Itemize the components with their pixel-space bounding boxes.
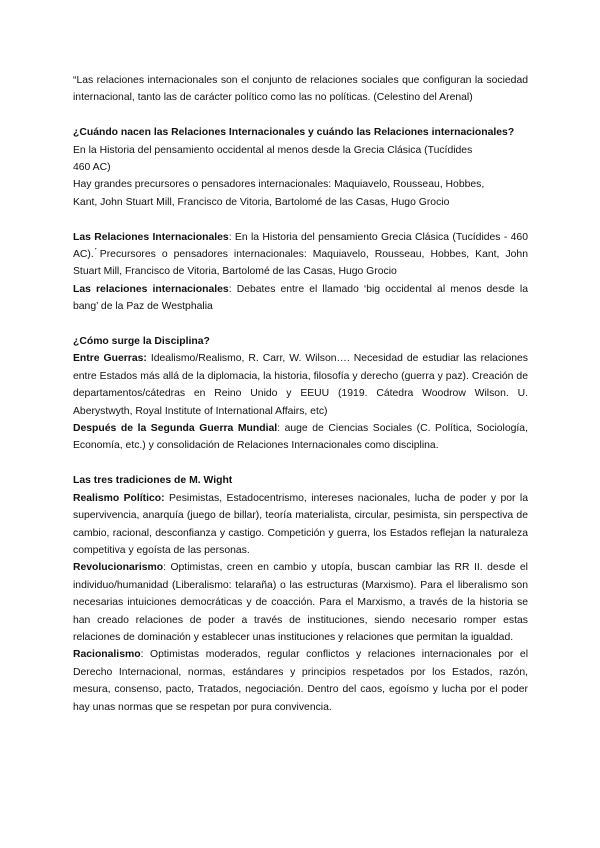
q1-line: 460 AC) bbox=[73, 162, 111, 174]
ri-label-1: Las Relaciones Internacionales bbox=[73, 231, 229, 243]
racionalismo-label: Racionalismo bbox=[73, 649, 141, 661]
opening-quote: “Las relaciones internacionales son el conjunto de relaciones sociales que configuran la sociedad internacional, tanto las de carácter político como las no políticas. (Celestino del Arenal) bbox=[73, 75, 528, 104]
q1-line: Kant, John Stuart Mill, Francisco de Vitoria, Bartolomé de las Casas, Hugo Grocio bbox=[73, 196, 450, 208]
spacer bbox=[73, 455, 528, 472]
realismo-text: Pesimistas, Estadocentrismo, intereses nacionales, lucha de poder y por la supervivencia, anarquía (juego de billar), teoría materialista, circular, pesimista, sin perspectiva de cambio, racional, desconfianza y castigo. Competición y guerra, los Estados reflejan la naturaleza competitiva y egoísta de las personas. bbox=[73, 492, 528, 556]
ri-paragraph-2 bbox=[73, 281, 528, 316]
entre-guerras-paragraph bbox=[73, 350, 528, 420]
posguerra-label: Después de la Segunda Guerra Mundial bbox=[73, 423, 278, 435]
disciplina-heading: ¿Cómo surge la Disciplina? bbox=[73, 336, 210, 348]
posguerra-paragraph bbox=[73, 420, 528, 455]
entre-guerras-label: Entre Guerras: bbox=[73, 353, 147, 365]
spacer bbox=[73, 316, 528, 333]
revolucionarismo-text: : Optimistas, creen en cambio y utopía, buscan cambiar las RR II. desde el individuo/humanidad (Liberalismo: telaraña) o las estructuras (Marxismo). Para el liberalismo son necesarias intuiciones democráticas y de coacción. Para el Marxismo, a través de la historia se han creado relaciones de poder a través de instituciones, siendo necesario romper estas relaciones de dominación y establecer unas instituciones y relaciones que permitan la igualdad. bbox=[73, 562, 528, 643]
spacer bbox=[73, 107, 528, 124]
racionalismo-text: : Optimistas moderados, regular conflictos y relaciones internacionales por el Derecho Internacional, normas, estándares y principios respetados por los Estados, razón, mesura, consenso, pacto, Tratados, negociación. Dentro del caos, egoísmo y lucha por el poder hay unas normas que se respetan por pura convivencia. bbox=[73, 649, 528, 713]
ri-paragraph-1 bbox=[73, 229, 528, 281]
entre-guerras-text: Idealismo/Realismo, R. Carr, W. Wilson…. Necesidad de estudiar las relaciones entre Estados más allá de la diplomacia, la historia, filosofía y derecho (guerra y paz). Creación de departamentos/cátedras en Reino Unido y EEUU (1919. Cátedra Woodrow Wilson. U. Aberystwyth, Royal Institute of International Affairs, etc) bbox=[73, 353, 528, 417]
q1-heading: ¿Cuándo nacen las Relaciones Internacionales y cuándo las Relaciones internacionales? bbox=[73, 127, 515, 139]
revolucionarismo-paragraph bbox=[73, 559, 528, 646]
realismo-label: Realismo Político: bbox=[73, 492, 165, 504]
ri-label-2: Las relaciones internacionales bbox=[73, 283, 229, 295]
spacer bbox=[73, 211, 528, 228]
q1-line: En la Historia del pensamiento occidental al menos desde la Grecia Clásica (Tucídides bbox=[73, 144, 473, 156]
q1-line: Hay grandes precursores o pensadores internacionales: Maquiavelo, Rousseau, Hobbes, bbox=[73, 179, 485, 191]
ri-text-1: : En la Historia del pensamiento Grecia Clásica (Tucídides - 460 AC). ́Precursores o pensadores internacionales: Maquiavelo, Rousseau, Hobbes, Kant, John Stuart Mill, Francisco de Vitoria, Bartolomé de las Casas, Hugo Grocio bbox=[73, 231, 528, 278]
realismo-paragraph bbox=[73, 490, 528, 560]
racionalismo-paragraph bbox=[73, 646, 528, 716]
revolucionarismo-label: Revolucionarismo bbox=[73, 562, 164, 574]
posguerra-text: : auge de Ciencias Sociales (C. Política, Sociología, Economía, etc.) y consolidación de Relaciones Internacionales como disciplina. bbox=[73, 423, 528, 452]
tradiciones-heading: Las tres tradiciones de M. Wight bbox=[73, 475, 233, 487]
ri-text-2: : Debates entre el llamado ‘big occidental al menos desde la bang’ de la Paz de Westphalia bbox=[73, 283, 528, 313]
